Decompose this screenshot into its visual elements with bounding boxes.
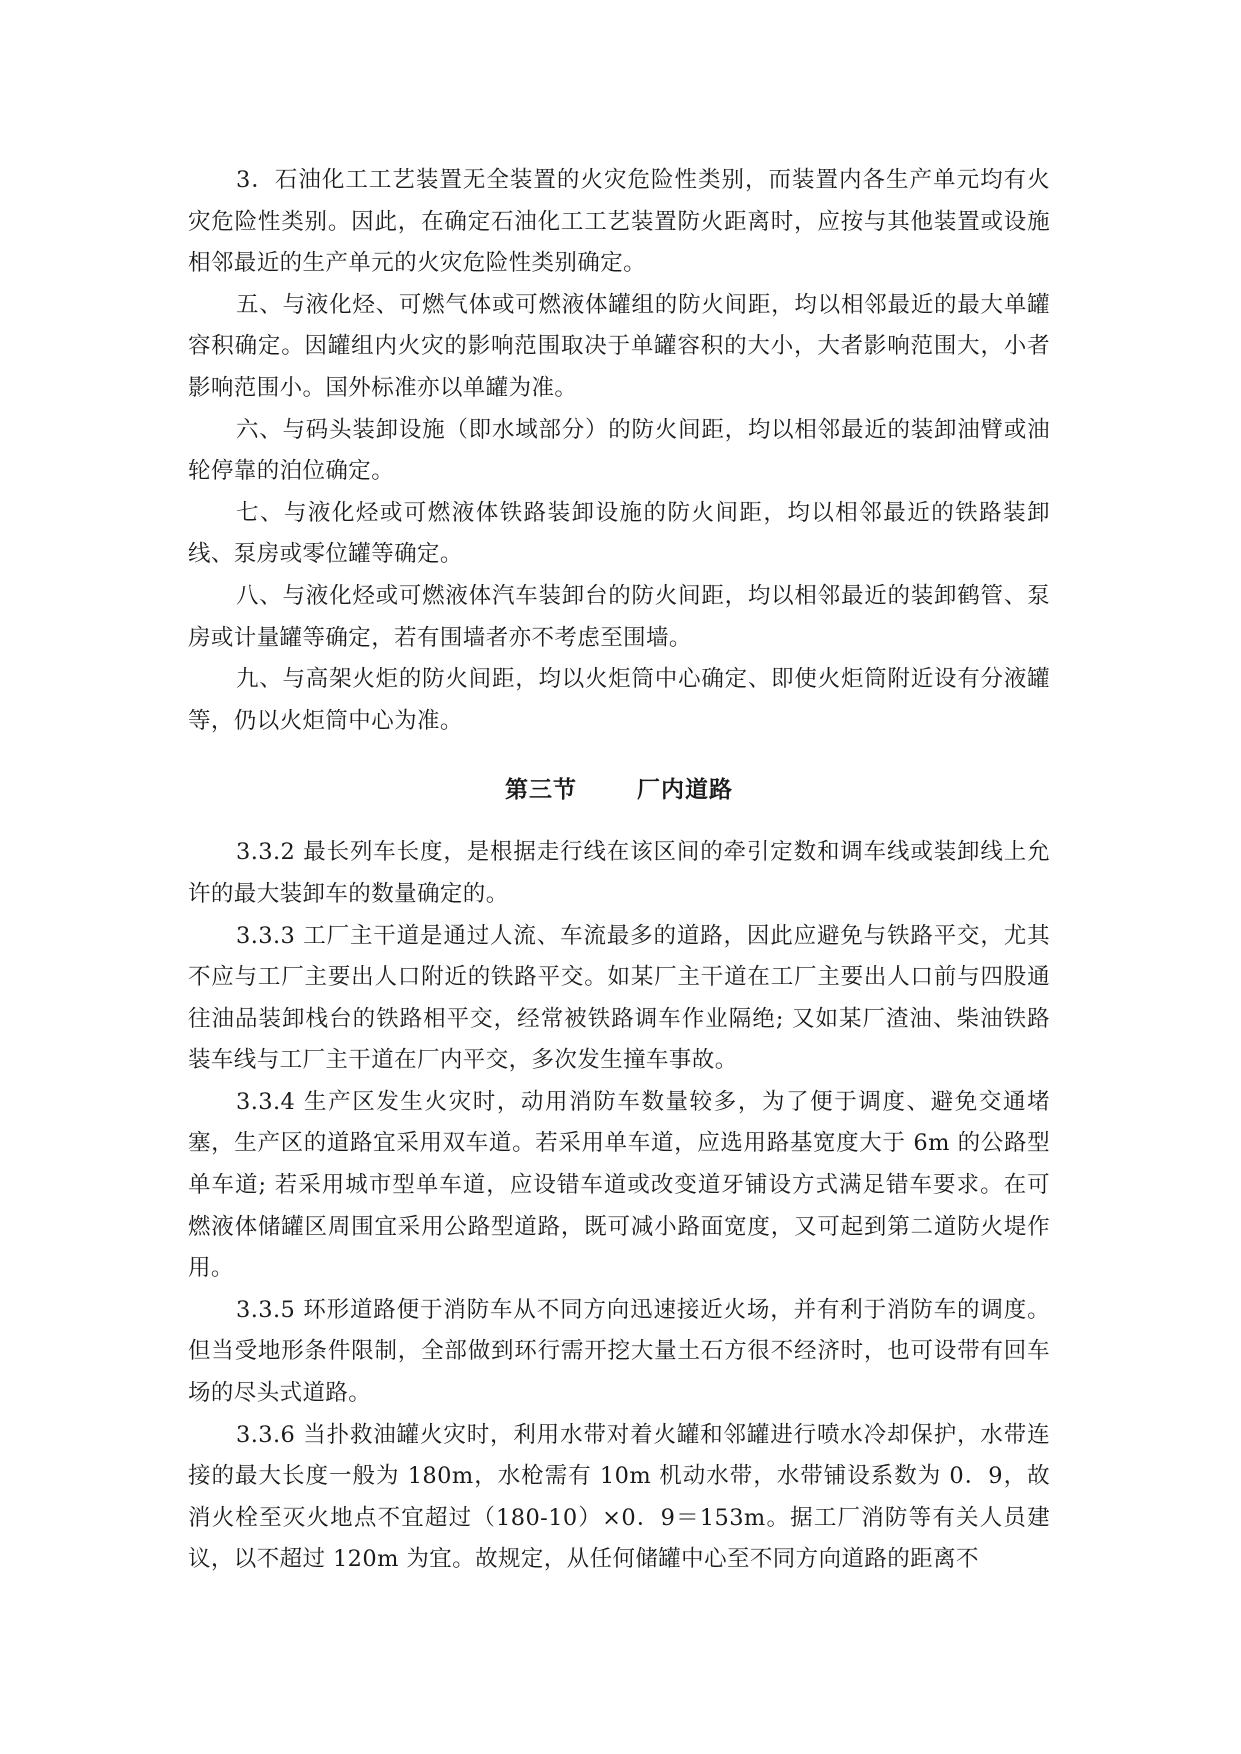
section-number: 第三节 <box>505 777 577 804</box>
paragraph-3-3-5-ring-road: 3.3.5 环形道路便于消防车从不同方向迅速接近火场，并有利于消防车的调度。但当受地形条件限制，全部做到环行需开挖大量土石方很不经济时，也可设带有回车场的尽头式道路。 <box>188 1296 1050 1407</box>
paragraph-3-process-unit-fire-class: 3．石油化工工艺装置无全装置的火灾危险性类别，而装置内各生产单元均有火灾危险性类别。因此，在确定石油化工工艺装置防火距离时，应按与其他装置或设施相邻最近的生产单元的火灾危险性类别确定。 <box>188 167 1050 277</box>
paragraph-9-flare-spacing: 九、与高架火炬的防火间距，均以火炬筒中心确定、即使火炬筒附近设有分液罐等，仍以火炬筒中心为准。 <box>188 666 1050 734</box>
section-heading <box>188 770 1050 810</box>
paragraph-7-railway-loading-spacing: 七、与液化烃或可燃液体铁路装卸设施的防火间距，均以相邻最近的铁路装卸线、泵房或零位罐等确定。 <box>188 499 1050 568</box>
paragraph-8-truck-loading-spacing: 八、与液化烃或可燃液体汽车装卸台的防火间距，均以相邻最近的装卸鹤管、泵房或计量罐等确定，若有围墙者亦不考虑至围墙。 <box>188 582 1050 651</box>
paragraph-3-3-3-main-road-crossing: 3.3.3 工厂主干道是通过人流、车流最多的道路，因此应避免与铁路平交，尤其不应与工厂主要出人口附近的铁路平交。如某厂主干道在工厂主要出人口前与四股通往油品装卸栈台的铁路相平交，经常被铁路调车作业隔绝; 又如某厂渣油、柴油铁路装车线与工厂主干道在厂内平交，多次发生撞车事故。 <box>188 922 1050 1074</box>
paragraph-3-3-2-train-length: 3.3.2 最长列车长度，是根据走行线在该区间的牵引定数和调车线或装卸线上允许的最大装卸车的数量确定的。 <box>188 839 1050 907</box>
paragraph-5-tank-group-spacing: 五、与液化烃、可燃气体或可燃液体罐组的防火间距，均以相邻最近的最大单罐容积确定。因罐组内火灾的影响范围取决于单罐容积的大小，大者影响范围大，小者影响范围小。国外标准亦以单罐为准。 <box>188 291 1050 401</box>
paragraph-6-dock-facility-spacing: 六、与码头装卸设施（即水域部分）的防火间距，均以相邻最近的装卸油臂或油轮停靠的泊位确定。 <box>188 416 1050 485</box>
paragraph-3-3-6-hydrant-distance: 3.3.6 当扑救油罐火灾时，利用水带对着火罐和邻罐进行喷水冷却保护，水带连接的最大长度一般为 180m，水枪需有 10m 机动水带，水带铺设系数为 0．9，故消火栓至灭火地点不宜超过（180-10）×0．9＝153m。据工厂消防等有关人员建议，以不超过 120m 为宜。故规定，从任何储罐中心至不同方向道路的距离不 <box>188 1421 1050 1573</box>
document-page <box>188 160 1050 1581</box>
paragraph-3-3-4-double-lane-road: 3.3.4 生产区发生火灾时，动用消防车数量较多，为了便于调度、避免交通堵塞，生产区的道路宜采用双车道。若采用单车道，应选用路基宽度大于 6m 的公路型单车道; 若采用城市型单车道，应设错车道或改变道牙铺设方式满足错车要求。在可燃液体储罐区周围宜采用公路型道路，既可减小路面宽度，又可起到第二道防火堤作用。 <box>188 1088 1050 1282</box>
section-title: 厂内道路 <box>637 777 733 804</box>
